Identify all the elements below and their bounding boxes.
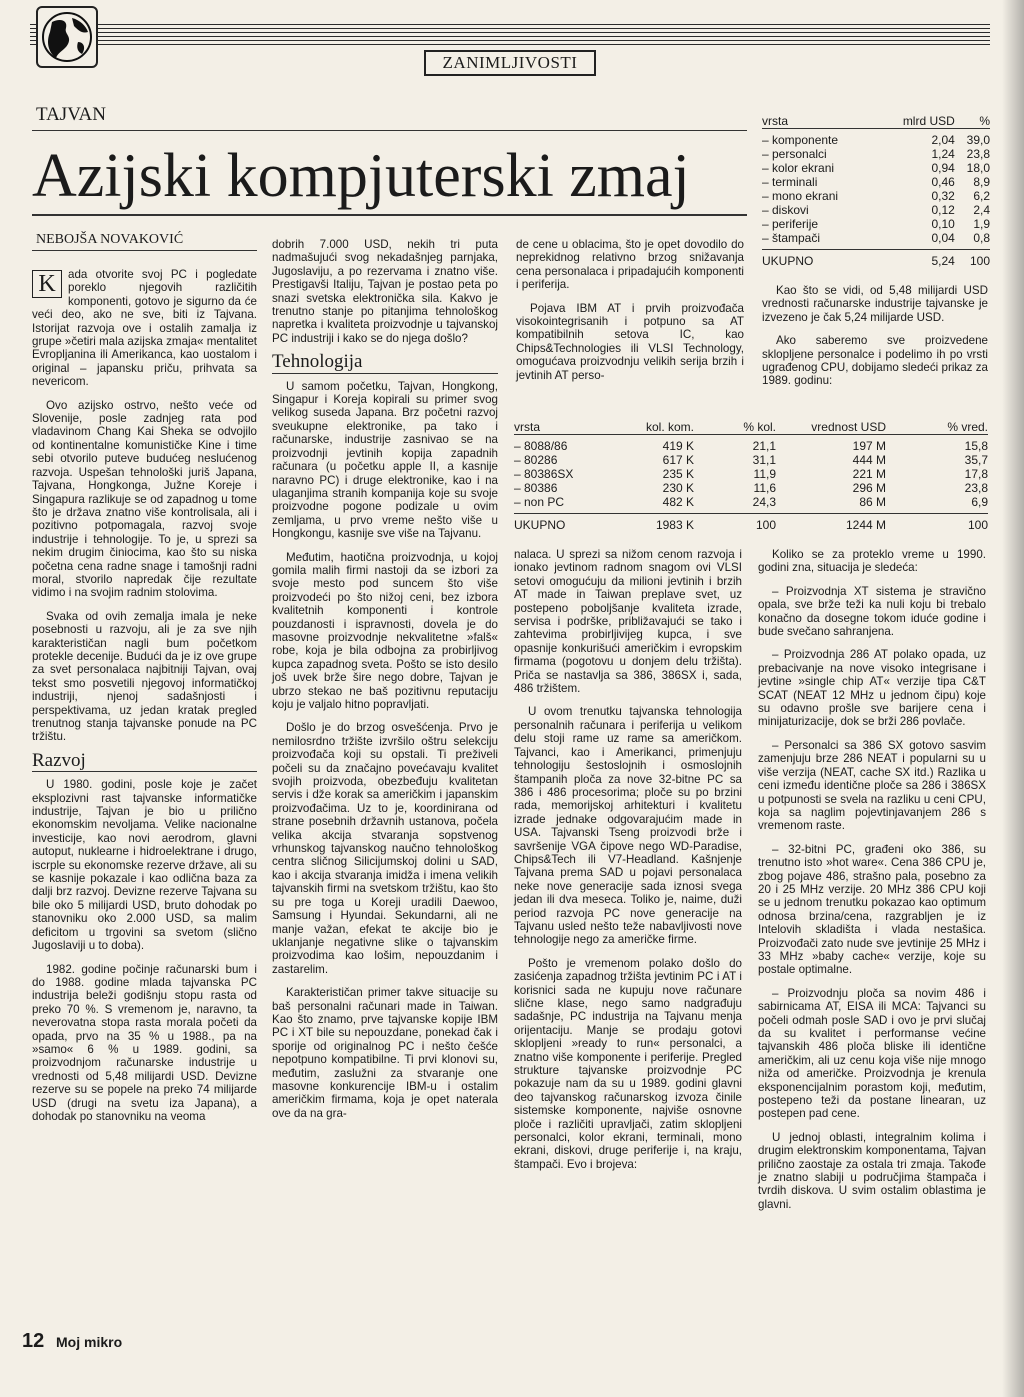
table-cell: 0,94: [931, 161, 955, 175]
title-rule-top: [32, 130, 747, 131]
list-item: – Personalci sa 386 SX gotovo sasvim zamenjuju brze 286 NEAT i popularni su u više verzija (NEAT, cache SX itd.) Razlika u ceni između identične ploče sa 286 i 386SX u potpunosti se svela na razliku u ceni CPU, koja sa naglim pojevtinjavanjem 286 s vremenom raste.: [758, 738, 986, 833]
table-cell: – periferije: [762, 217, 819, 231]
table-cell: 1,9: [973, 217, 990, 231]
table-cell: – terminali: [762, 175, 818, 189]
table-cell: 100: [755, 518, 776, 532]
table-cell: 296 M: [852, 481, 886, 495]
column-2: [272, 238, 498, 1130]
table-cell: 482 K: [662, 495, 694, 509]
table-cell: UKUPNO: [514, 518, 566, 532]
table-cell: – 80386: [514, 481, 558, 495]
table-cell: 197 M: [852, 439, 886, 453]
table-cell: 17,8: [964, 467, 988, 481]
byline-rule: [32, 250, 257, 251]
column-3-bottom: [514, 548, 742, 1181]
paragraph: Svaka od ovih zemalja imala je neke posebnosti u razvoju, ali je za sve njih karakterističan nagli bum početkom protekle decenije. Budući da je iz ove grupe za svet personalaca najbitniji Tajvan, ovaj tekst smo posvetili njegovoj informatičkoj industriji, njenoj sadašnjosti i perspektivama, uz jedan kratak pregled trenutnog stanja tajvanske ponude na PC tržištu.: [32, 609, 257, 744]
table-cell: 6,9: [971, 495, 988, 509]
table-cell: 18,0: [966, 161, 990, 175]
table-cell: – non PC: [514, 495, 565, 509]
export-table: [762, 114, 990, 268]
table-cell: 2,04: [931, 133, 955, 147]
paragraph: 1982. godine počinje računarski bum i do 1988. godine mlada tajvanska PC industrija beleži godišnju stopu rasta od preko 70 %. S vremenom je, naravno, ta neverovatna stopa rasta morala početi da opada, prvo na 35 % u 1988., pa na »samo« 6 % u 1989. godini, sa proizvodnjom računarske industrije u vrednosti od 5,48 milijardi USD. Devizne rezerve su se popele na preko 74 milijarde USD (drugi na svetu iza Japana), a dohodak po stanovniku na veoma: [32, 962, 257, 1123]
paragraph: Došlo je do brzog osvešćenja. Prvo je nemilosrdno tržište izvršilo oštru selekciju proizvođača koji su opstali. Ti preživeli počeli su da značajno povećavaju kvalitet svojih proizvoda, obezbeđuju kvalitetan servis i dže korak sa američkim i japanskim proizvođačima. Uz to je, koordinirana od strane posebnih državnih ustanova, počela velika akcija stvaranja sopstvenog vrhunskog tajvanskog naučno tehnološkog centra sličnog Silicijumskoj dolini u SAD, kao i akcija stvaranja imidža i imena velikih tajvanskih firmi na svetskom tržištu, kao što su pre toga u Koreji uradili Daewoo, Samsung i Hyundai. Sekundarni, ali ne manje važan, efekat te akcije bio je uklanjanje negativne slike o tajvanskim proizvodima kao lošim, nepouzdanim i zastarelim.: [272, 721, 498, 976]
table-cell: – 80386SX: [514, 467, 574, 481]
page-number: 12: [22, 1330, 45, 1352]
table-cell: 221 M: [852, 467, 886, 481]
column-4-bottom: [758, 548, 986, 1221]
cpu-table: [514, 420, 988, 532]
table-row: [762, 189, 990, 203]
table-cell: 0,10: [931, 217, 955, 231]
table-row: [762, 161, 990, 175]
table-row: [762, 147, 990, 161]
paragraph: Međutim, haotična proizvodnja, u kojoj gomila malih firmi nastoji da se izbori za svoje mesto pod suncem što više proizvodeći po što nižoj ceni, bez izbora kvalitetnih komponenti i kontrole pouzdanosti i ispravnosti, dovela je do masovne proizvodnje nekvalitetne »falš« robe, koja je bila odbojna za probirljivog kupca zapadnog sveta. Pošto se isto desilo još uvek brže šire nego dobre, Tajvan je ubrzo stekao ne baš pozitivnu reputaciju koju je valjalo hitno popravljati.: [272, 550, 498, 711]
list-item: – Proizvodnju ploča sa novim 486 i sabirnicama AT, EISA ili MCA: Tajvanci su počeli odmah posle SAD i ovo je prvi slučaj da su kvalitet i performanse većine tajvanskih 486 ploča bliske ili identične američkim, ali uz cenu koja više nije mnogo niža od američke. Proizvodnja je krenula eksponencijalnim porastom koji, međutim, postepeno teži da postane linearan, uz postepen pad cene.: [758, 986, 986, 1121]
table-row: [514, 467, 988, 481]
table-row: [762, 217, 990, 231]
table-cell: 21,1: [752, 439, 776, 453]
table-cell: – 8088/86: [514, 439, 568, 453]
table-header-row: vrsta kol. kom. % kol. vrednost USD % vred.: [514, 420, 988, 434]
table-row: [762, 231, 990, 250]
table-header-row: vrsta mlrd USD %: [762, 114, 990, 128]
paragraph: U jednoj oblasti, integralnim kolima i drugim elektronskim komponentama, Tajvan prilično zaostaje za ostala tri zmaja. Takođe je znatno slabiji u područjima štampača i tvrdih diskova. U svim ostalim oblastima je glavni.: [758, 1130, 986, 1211]
table-cell: UKUPNO: [762, 254, 814, 268]
table-cell: – komponente: [762, 133, 839, 147]
table-cell: 5,24: [931, 254, 955, 268]
list-item: – Proizvodnja XT sistema je stravično opala, sve brže teži ka nuli koju bi trebalo konačno da dosegne tokom iduće godine i bude svečano sahranjena.: [758, 584, 986, 639]
table-row: [762, 175, 990, 189]
table-cell: 617 K: [662, 453, 694, 467]
magazine-name: Moj mikro: [56, 1334, 123, 1350]
paragraph: Pošto je vremenom polako došlo do zasićenja zapadnog tržišta jevtinim PC i AT i korisnici sada ne kupuju nove računare slične klase, nego samo nadgrađuju sadašnje, PC industrija na Tajvanu menja orijentaciju. Manje se prodaju gotovi sklopljeni »ready to run« personalci, a znatno više komponente i periferije. Pregled strukture tajvanske proizvodnje PC pokazuje nam da su u 1989. godini glavni deo tajvanskog računarskog izvoza činile sistemske komponente, najviše osnovne ploče i različiti upravljači, zatim sklopljeni personalci, kolor ekrani, terminali, mono ekrani, diskovi, druge periferije i, na kraju, štampači. Evo i brojeva:: [514, 956, 742, 1171]
table-cell: 24,3: [752, 495, 776, 509]
table-cell: 0,46: [931, 175, 955, 189]
table-row: [762, 203, 990, 217]
table-cell: 11,6: [753, 481, 776, 495]
paragraph: dobrih 7.000 USD, nekih tri puta nadmašujući svog nekadašnjeg parnjaka, Jugoslaviju, a po rezervama i znatno više. Prestigavši Italiju, Tajvan je postao peta po snazi svetska elektronička sila. Kakvo je trenutno stanje po pitanjima tehnološkog napretka i kvaliteta proizvodnje u tajvanskoj PC industriji i kako se do njega došlo?: [272, 238, 498, 345]
list-item: – Proizvodnja 286 AT polako opada, uz prebacivanje na nove visoko integrisane i jevtine »single chip AT« verzije tipa C&T SCAT (NEAT 12 MHz u jednom čipu) koje su odavno prošle sve barijere cena i minijaturizacije, dok se brži 286 povlače.: [758, 648, 986, 729]
paragraph: Pojava IBM AT i prvih proizvođača visokointegrisanih i potpuno sa AT kompatibilnih setova IC, kao Chips&Technologies ili VLSI Technology, omogućava proizvodnju velikih serija brzih i jevtinih AT perso-: [516, 301, 744, 382]
section-label: ZANIMLJIVOSTI: [424, 50, 596, 76]
table-cell: – diskovi: [762, 203, 809, 217]
table-row: [514, 435, 988, 454]
binding-shadow: [1002, 0, 1024, 1397]
table-cell: 230 K: [662, 481, 694, 495]
table-cell: 2,4: [973, 203, 990, 217]
table-export-structure: [762, 114, 990, 268]
table-cell: – štampači: [762, 231, 821, 245]
table-cell: 0,12: [931, 203, 955, 217]
paragraph: U 1980. godini, posle koje je začet eksplozivni rast tajvanske informatičke industrije, Tajvan je bio u prilično ekonomskim nevoljama. Velike nacionalne investicije, kao novi aerodrom, glavni autoput, nuklearne i hidroelektrane i drugo, iscrple su ekonomske rezerve države, ali su se kasnije pokazale i kao odlična baza za dalji brz razvoj. Devizne rezerve Tajvana su bile oko 5 milijardi USD, bruto dohodak po stanovniku oko 2.000 USD, sa malim deficitom u trgovini sa svetom (slično Jugoslaviji u to doba).: [32, 778, 257, 953]
paragraph: Kao što se vidi, od 5,48 milijardi USD vrednosti računarske industrije tajvanske je izvezeno je čak 5,24 milijarde USD.: [762, 284, 988, 324]
table-pc-by-cpu: [514, 420, 988, 532]
kicker: TAJVAN: [36, 104, 106, 125]
table-cell: 39,0: [966, 133, 990, 147]
table-cell: 0,8: [973, 231, 990, 245]
table-row: [514, 453, 988, 467]
table-cell: – kolor ekrani: [762, 161, 835, 175]
table-cell: 86 M: [859, 495, 886, 509]
table-cell: 444 M: [852, 453, 886, 467]
table-cell: – 80286: [514, 453, 558, 467]
table-cell: – personalci: [762, 147, 827, 161]
table-cell: 31,1: [752, 453, 776, 467]
article-title: Azijski kompjuterski zmaj: [32, 142, 690, 210]
table-cell: 100: [969, 254, 990, 268]
table-cell: 6,2: [973, 189, 990, 203]
table-cell: 1,24: [931, 147, 955, 161]
table-cell: 1244 M: [845, 518, 886, 532]
column-3-top: [516, 238, 744, 392]
table-total-row: [762, 250, 990, 269]
globe-icon: [36, 6, 98, 68]
table-cell: 100: [967, 518, 988, 532]
column-4-top: [762, 284, 988, 398]
title-rule-bottom: [32, 214, 747, 216]
list-item: – 32-bitni PC, građeni oko 386, su trenutno isto »hot ware«. Cena 386 CPU je, zbog pojave 486, strašno pala, posebno za 20 i 25 MHz verzije. 20 MHz 386 CPU koji se u jednom trenutku pokazao kao optimum odnosa brzina/cena, razgrabljen je iz Intelovih skladišta i vlada nestašica. Proizvođači zato nude sve jevtinije 25 MHz i 33 MHz »baby cache« verzije, koje su postale optimalne.: [758, 842, 986, 977]
table-row: [762, 129, 990, 148]
subheading-razvoj: Razvoj: [32, 754, 257, 772]
paragraph: Ako saberemo sve proizvedene sklopljene personalce i podelimo ih po vrsti ugrađenog CPU, dobijamo sledeći prikaz za 1989. godinu:: [762, 334, 988, 388]
subheading-tehnologija: Tehnologija: [272, 355, 498, 373]
table-cell: 0,32: [931, 189, 955, 203]
paragraph: Ovo azijsko ostrvo, nešto veće od Slovenije, posle zadnjeg rata pod vladavinom Chang Kai Sheka se odvojilo od kontinentalne komunističke Kine i time sebi otvorilo puteve budućeg neslućenog razvoja. Uspešan tehnološki juriš Japana, Tajvana, Hongkonga, Južne Koreje i Singapura razlikuje se od zapadnog u tome što je država znatno više kontrolisala, ali i pozitivno potpomagala, razvoj svoje industrije i tehnologije. To je, u sprezi sa nekim drugim činiocima, kao što su niska početna cena radne snage i tamošnji radni moral, stvorilo napredak čije rezultate vidimo i na svojim radnim stolovima.: [32, 398, 257, 600]
paragraph: nalaca. U sprezi sa nižom cenom razvoja i ionako jevtinom radnom snagom ovi VLSI setovi omogućuju da milioni jevtinih i brzih AT made in Taiwan preplave svet, uz postepeno poboljšanje kvaliteta izrade, servisa i podrške, približavajući se tako i zahtevima probirljivijeg kupca, i sve opasnije konkurišući američkim i evropskim firmama (pogotovu u donjem delu tržišta). Priča se nastavlja sa 386, 386SX i, sada, 486 tržištem.: [514, 548, 742, 696]
table-cell: 1983 K: [655, 518, 694, 532]
table-cell: 35,7: [964, 453, 988, 467]
table-row: [514, 495, 988, 514]
table-row: [514, 481, 988, 495]
table-cell: – mono ekrani: [762, 189, 839, 203]
table-cell: 23,8: [966, 147, 990, 161]
paragraph: Koliko se za proteklo vreme u 1990. godini zna, situacija je sledeća:: [758, 548, 986, 575]
paragraph: de cene u oblacima, što je opet dovodilo do neprekidnog relativno brzog snižavanja cena personalaca i pripadajućih komponenti i periferija.: [516, 238, 744, 292]
paragraph: U samom početku, Tajvan, Hongkong, Singapur i Koreja kopirali su primer svog velikog suseda Japana. Brz početni razvoj sveukupne elektronike, pa tako i računarske, industrije zasnivao se na proizvodnji jevtinih kopija zapadnih računara (u početku apple II, a kasnije naravno PC) i druge elektronike, kao i na ulaganjima stranih kompanija koje su svoje proizvodne pogone podizale u ovim zemljama, u prvo vreme nešto više u Hongkongu, kasnije sve više na Tajvanu.: [272, 379, 498, 541]
table-cell: 15,8: [964, 439, 988, 453]
table-cell: 11,9: [753, 467, 776, 481]
table-cell: 23,8: [964, 481, 988, 495]
header-stripes: [30, 24, 990, 48]
table-cell: 419 K: [662, 439, 694, 453]
table-total-row: [514, 514, 988, 533]
column-1: [32, 268, 257, 1133]
intro-paragraph: K ada otvorite svoj PC i pogledate poreklo njegovih različitih komponenti, gotovo je sigurno da će veći deo, ako ne sve, biti iz Tajvana. Istorijat razvoja ove i ostalih zamalja iz grupe »četiri mala azijska zmaja« mentalitet Evropljanina ili Amerikanca, kao uostalom i original – japansku priču, prihvata sa nevericom.: [32, 268, 257, 389]
paragraph: U ovom trenutku tajvanska tehnologija personalnih računara i periferija u velikom delu stoji rame uz rame sa američkom. Tajvanci, kao i Amerikanci, primenjuju tehnologiju šestoslojnih i osmoslojnih štampanih ploča za nove 32-bitne PC sa 386 i 486 procesorima; ploče su po brzini rada, memorijskoj arhitekturi i kvalitetu izrade jednake odgovarajućim made in USA. Tajvanski Tseng proizvodi brže i savršenije VGA čipove nego WD-Paradise, Chips&Tech ili V7-Headland. Kašnjenje Tajvana prema SAD u pojavi personalaca neke nove generacije sada iznosi svega jedan ili dva meseca. Toliko je, naime, duži period razvoja PC nove generacije na Tajvanu usled nešto teže nabavljivosti nove tehnologije nego za američke firme.: [514, 705, 742, 947]
table-cell: 235 K: [662, 467, 694, 481]
drop-cap: K: [32, 270, 62, 298]
table-cell: 8,9: [973, 175, 990, 189]
byline: NEBOJŠA NOVAKOVIĆ: [36, 232, 184, 247]
table-cell: 0,04: [931, 231, 955, 245]
paragraph: Karakterističan primer takve situacije su baš personalni računari made in Taiwan. Kao što znamo, prve tajvanske kopije IBM PC i XT bile su nepouzdane, ponekad čak i sporije od originalnog PC i nešto češće nepotpuno kompatibilne. Ti prvi klonovi su, međutim, zaslužni za stvaranje one masovne konkurencije IBM-u i ostalim američkim firmama, koja je opet naterala ove da na gra-: [272, 986, 498, 1120]
